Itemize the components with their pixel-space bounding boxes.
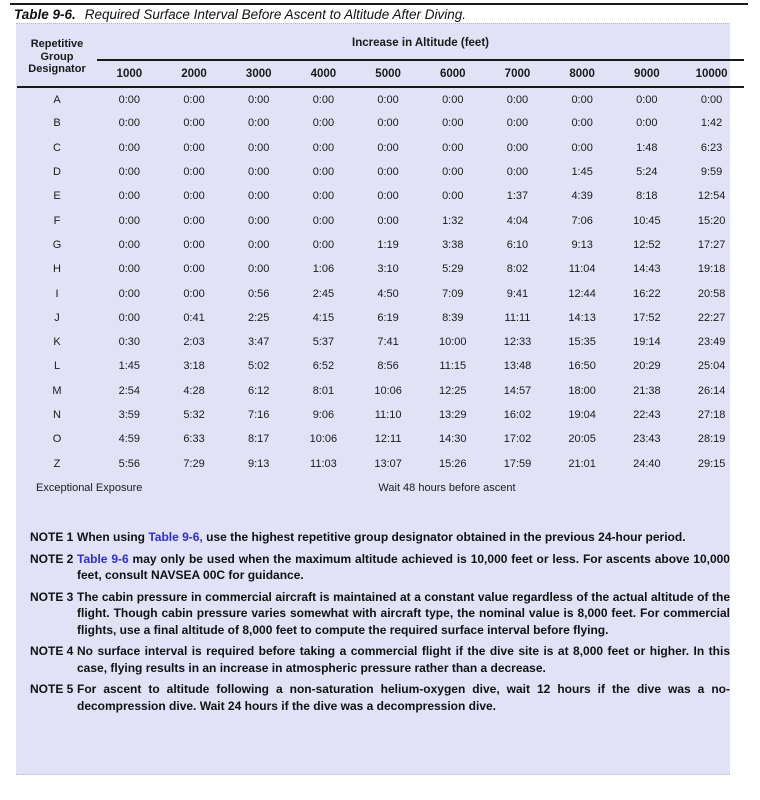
repetitive-group-header (17, 28, 97, 87)
surface-interval-cell: 16:02 (503, 409, 532, 421)
surface-interval-cell: 14:13 (568, 311, 596, 324)
table-title (14, 7, 466, 22)
surface-interval-cell: 17:59 (503, 457, 532, 470)
surface-interval-cell: 17:52 (633, 311, 661, 324)
surface-interval-cell: 21:01 (568, 457, 596, 470)
altitude-column-header-1000: 1000 (97, 60, 162, 87)
surface-interval-cell: 21:38 (633, 384, 661, 397)
surface-interval-cell: 0:00 (118, 214, 141, 227)
note-body (77, 529, 730, 546)
table-row-F (17, 208, 744, 232)
surface-interval-cell: 0:00 (636, 93, 658, 106)
table-row-N (17, 403, 744, 427)
notes-section (30, 529, 730, 719)
surface-interval-cell: 4:50 (377, 287, 399, 300)
surface-interval-cell: 0:00 (636, 117, 658, 130)
table-row-E (17, 184, 744, 208)
surface-interval-cell: 9:41 (506, 287, 529, 300)
note-body (77, 551, 730, 584)
surface-interval-cell: 5:32 (183, 409, 205, 421)
group-designator-cell: H (53, 263, 61, 276)
corner-header-line: Designator (28, 63, 86, 76)
table-row-H (17, 257, 744, 281)
note-item (30, 551, 730, 584)
surface-interval-cell: 0:00 (377, 93, 399, 106)
surface-interval-cell: 10:00 (439, 336, 467, 349)
surface-interval-cell: 11:11 (504, 311, 531, 324)
table-body (17, 87, 744, 476)
table-row-I (17, 281, 744, 305)
top-rule (10, 3, 748, 5)
surface-interval-cell: 15:35 (568, 336, 596, 349)
surface-interval-cell: 0:00 (312, 117, 335, 130)
group-designator-cell: L (53, 360, 61, 373)
surface-interval-cell: 0:00 (248, 238, 270, 251)
altitude-column-header-4000: 4000 (291, 60, 356, 87)
surface-interval-cell: 5:29 (442, 263, 464, 276)
surface-interval-cell: 0:00 (118, 311, 141, 324)
table-row-O (17, 427, 744, 451)
surface-interval-cell: 2:03 (183, 336, 205, 349)
surface-interval-cell: 0:00 (442, 166, 464, 179)
note-item (30, 643, 730, 676)
surface-interval-cell: 1:06 (312, 263, 335, 276)
surface-interval-cell: 2:54 (118, 384, 141, 397)
exceptional-exposure-instruction: Wait 48 hours before ascent (378, 482, 516, 494)
surface-interval-cell: 0:00 (183, 214, 205, 227)
surface-interval-cell: 0:41 (183, 311, 205, 324)
surface-interval-cell: 8:39 (442, 311, 464, 324)
note-text: The cabin pressure in commercial aircraft is maintained at a constant value regardless of the actual altitude of the flight. Though cabin pressure varies somewhat with aircraft type, the nominal value is 8,000 feet. For commercial flights, use a final altitude of 8,000 feet to compute the required surface interval before flying. (77, 589, 730, 637)
surface-interval-cell: 0:00 (118, 287, 141, 300)
table-row-L (17, 354, 744, 378)
table-row-A (17, 87, 744, 111)
surface-interval-cell: 12:44 (568, 287, 596, 300)
surface-interval-cell: 9:06 (312, 409, 335, 421)
group-designator-cell: K (53, 336, 61, 349)
surface-interval-cell: 0:00 (442, 141, 464, 154)
surface-interval-cell: 6:19 (377, 311, 399, 324)
surface-interval-cell: 0:00 (377, 117, 399, 130)
altitude-column-header-6000: 6000 (420, 60, 485, 87)
table-row-J (17, 306, 744, 330)
table-row-G (17, 233, 744, 257)
altitude-column-header-3000: 3000 (226, 60, 291, 87)
surface-interval-cell: 0:00 (506, 117, 529, 130)
table-row-M (17, 379, 744, 403)
surface-interval-cell: 0:00 (248, 117, 270, 130)
surface-interval-cell: 0:00 (183, 263, 205, 276)
surface-interval-cell: 0:00 (506, 141, 529, 154)
corner-header-line: Repetitive (30, 38, 84, 51)
surface-interval-cell: 0:00 (118, 117, 141, 130)
group-designator-cell: Z (53, 457, 61, 470)
surface-interval-cell: 12:52 (633, 238, 661, 251)
surface-interval-cell: 15:20 (697, 214, 726, 227)
table-row-K (17, 330, 744, 354)
surface-interval-cell: 0:00 (377, 141, 399, 154)
surface-interval-cell: 13:07 (374, 457, 402, 470)
surface-interval-cell: 11:04 (568, 263, 596, 276)
group-designator-cell: N (53, 409, 61, 421)
group-designator-cell: B (53, 117, 61, 130)
altitude-spanner-header: Increase in Altitude (feet) (97, 28, 744, 60)
group-designator-cell: D (53, 166, 61, 179)
group-designator-cell: J (54, 311, 60, 324)
surface-interval-cell: 14:43 (633, 263, 661, 276)
surface-interval-cell: 11:03 (310, 457, 337, 470)
surface-interval-cell: 0:00 (118, 141, 141, 154)
surface-interval-cell: 23:49 (697, 336, 726, 349)
surface-interval-cell: 14:57 (503, 384, 532, 397)
surface-interval-cell: 0:00 (248, 93, 270, 106)
surface-interval-cell: 12:11 (374, 433, 402, 446)
surface-interval-cell: 0:00 (571, 117, 593, 130)
surface-interval-cell: 0:00 (506, 166, 529, 179)
surface-interval-cell: 0:00 (118, 190, 141, 203)
altitude-column-header-9000: 9000 (615, 60, 680, 87)
note-item (30, 589, 730, 639)
table-header (17, 28, 744, 87)
surface-interval-cell: 28:19 (697, 433, 726, 446)
spanner-row (17, 28, 744, 60)
altitude-column-header-7000: 7000 (485, 60, 550, 87)
surface-interval-cell: 9:59 (700, 166, 723, 179)
table-row-B (17, 111, 744, 135)
surface-interval-cell: 0:00 (312, 141, 335, 154)
surface-interval-cell: 7:41 (377, 336, 399, 349)
table-row-C (17, 136, 744, 160)
note-item (30, 529, 730, 546)
surface-interval-cell: 6:12 (248, 384, 270, 397)
surface-interval-cell: 20:29 (633, 360, 661, 373)
surface-interval-cell: 22:43 (633, 409, 661, 421)
surface-interval-cell: 0:30 (118, 336, 141, 349)
surface-interval-cell: 1:32 (442, 214, 464, 227)
altitude-column-header-2000: 2000 (162, 60, 227, 87)
surface-interval-cell: 0:00 (506, 93, 529, 106)
note-label: NOTE 4 (30, 644, 74, 658)
surface-interval-cell: 1:19 (377, 238, 399, 251)
note-body (77, 681, 730, 714)
surface-interval-cell: 6:33 (183, 433, 205, 446)
surface-interval-cell: 22:27 (697, 311, 726, 324)
surface-interval-cell: 0:00 (183, 190, 205, 203)
note-text: No surface interval is required before taking a commercial flight if the dive site is at 8,000 feet or higher. In this case, flying results in an increase in atmospheric pressure rather than a decrease. (77, 644, 730, 675)
note-label: NOTE 5 (30, 682, 74, 696)
surface-interval-cell: 0:00 (442, 190, 464, 203)
surface-interval-cell: 13:48 (503, 360, 532, 373)
surface-interval-cell: 27:18 (697, 409, 726, 421)
surface-interval-cell: 7:16 (248, 409, 270, 421)
note-text: When using (77, 530, 149, 544)
surface-interval-cell: 9:13 (571, 238, 593, 251)
altitude-column-header-5000: 5000 (356, 60, 421, 87)
surface-interval-cell: 20:05 (568, 433, 596, 446)
group-designator-cell: A (53, 93, 61, 106)
surface-interval-cell: 4:04 (506, 214, 529, 227)
surface-interval-cell: 0:00 (312, 93, 335, 106)
surface-interval-cell: 0:00 (183, 287, 205, 300)
surface-interval-cell: 4:28 (183, 384, 205, 397)
surface-interval-cell: 10:06 (309, 433, 338, 446)
surface-interval-cell: 6:23 (700, 141, 723, 154)
table-caption: Required Surface Interval Before Ascent to Altitude After Diving. (84, 7, 466, 22)
surface-interval-cell: 12:25 (439, 384, 467, 397)
group-designator-cell: G (52, 238, 62, 251)
exceptional-exposure-row (17, 476, 744, 503)
surface-interval-cell: 3:10 (377, 263, 399, 276)
table-row-D (17, 160, 744, 184)
surface-interval-cell: 0:00 (312, 214, 335, 227)
surface-interval-cell: 9:13 (248, 457, 270, 470)
surface-interval-cell: 2:45 (312, 287, 335, 300)
surface-interval-cell: 0:00 (571, 93, 593, 106)
surface-interval-cell: 24:40 (633, 457, 661, 470)
surface-interval-cell: 0:00 (248, 190, 270, 203)
surface-interval-cell: 20:58 (697, 287, 726, 300)
surface-interval-cell: 3:18 (183, 360, 205, 373)
surface-interval-cell: 0:00 (442, 117, 464, 130)
surface-interval-cell: 13:29 (439, 409, 467, 421)
group-designator-cell: E (53, 190, 61, 203)
surface-interval-cell: 0:00 (248, 166, 270, 179)
surface-interval-cell: 0:00 (183, 141, 205, 154)
surface-interval-cell: 6:10 (506, 238, 529, 251)
group-designator-cell: F (53, 214, 61, 227)
surface-interval-cell: 16:50 (568, 360, 596, 373)
altitude-column-header-10000: 10000 (679, 60, 744, 87)
surface-interval-cell: 0:00 (183, 117, 205, 130)
surface-interval-cell: 4:39 (571, 190, 593, 203)
surface-interval-cell: 19:18 (697, 263, 726, 276)
note-body (77, 643, 730, 676)
surface-interval-cell: 8:56 (377, 360, 399, 373)
surface-interval-cell: 5:37 (312, 336, 335, 349)
surface-interval-cell: 5:56 (118, 457, 141, 470)
exceptional-exposure-label: Exceptional Exposure (36, 482, 143, 494)
surface-interval-cell: 11:15 (439, 360, 467, 373)
surface-interval-cell: 3:59 (118, 409, 141, 421)
surface-interval-cell: 4:59 (118, 433, 141, 446)
surface-interval-cell: 29:15 (697, 457, 726, 470)
note-text: may only be used when the maximum altitude achieved is 10,000 feet or less. For ascents above 10,000 feet, consult NAVSEA 00C for guidance. (77, 551, 730, 582)
surface-interval-cell: 1:45 (571, 166, 593, 179)
surface-interval-cell: 0:00 (571, 141, 593, 154)
surface-interval-cell: 10:45 (633, 214, 661, 227)
surface-interval-cell: 0:00 (248, 214, 270, 227)
note-body (77, 589, 730, 639)
surface-interval-cell: 16:22 (633, 287, 661, 300)
group-designator-cell: O (52, 433, 62, 446)
surface-interval-cell: 0:00 (312, 190, 335, 203)
surface-interval-cell: 11:10 (374, 409, 402, 421)
surface-interval-cell: 8:02 (506, 263, 529, 276)
table-9-6-link[interactable]: Table 9-6 (77, 551, 129, 566)
note-label: NOTE 3 (30, 589, 74, 604)
surface-interval-table (17, 28, 744, 476)
group-designator-cell: C (53, 141, 61, 154)
surface-interval-cell: 0:00 (183, 238, 205, 251)
note-label: NOTE 1 (30, 530, 74, 544)
surface-interval-cell: 0:00 (312, 238, 335, 251)
surface-interval-cell: 8:18 (636, 190, 658, 203)
surface-interval-cell: 0:00 (183, 93, 205, 106)
table-9-6-link[interactable]: Table 9-6, (148, 530, 203, 544)
surface-interval-cell: 1:37 (506, 190, 529, 203)
surface-interval-cell: 0:00 (248, 141, 270, 154)
surface-interval-cell: 6:52 (312, 360, 335, 373)
note-label: NOTE 2 (30, 551, 74, 566)
surface-interval-cell: 0:00 (183, 166, 205, 179)
surface-interval-cell: 17:27 (697, 238, 726, 251)
surface-interval-cell: 0:00 (312, 166, 335, 179)
surface-interval-cell: 0:00 (442, 93, 464, 106)
surface-interval-cell: 0:00 (377, 166, 399, 179)
surface-interval-cell: 12:33 (503, 336, 532, 349)
surface-interval-cell: 12:54 (697, 190, 726, 203)
note-text: For ascent to altitude following a non-saturation helium-oxygen dive, wait 12 hours if the dive was a no-decompression dive. Wait 24 hours if the dive was a decompression dive. (77, 682, 730, 713)
surface-interval-cell: 5:24 (636, 166, 658, 179)
surface-interval-cell: 19:14 (633, 336, 661, 349)
surface-interval-cell: 0:00 (118, 166, 141, 179)
surface-interval-cell: 1:48 (636, 141, 658, 154)
group-designator-cell: I (55, 287, 59, 300)
table-highlight-region (16, 23, 730, 775)
surface-interval-cell: 10:06 (374, 384, 402, 397)
surface-interval-cell: 8:17 (248, 433, 270, 446)
surface-interval-cell: 1:45 (118, 360, 141, 373)
surface-interval-cell: 3:38 (442, 238, 464, 251)
surface-interval-cell: 25:04 (697, 360, 726, 373)
corner-header-line: Group (40, 50, 74, 63)
surface-interval-cell: 26:14 (697, 384, 726, 397)
surface-interval-cell: 23:43 (633, 433, 661, 446)
surface-interval-cell: 0:00 (118, 263, 141, 276)
surface-interval-cell: 15:26 (439, 457, 467, 470)
surface-interval-cell: 5:02 (248, 360, 270, 373)
surface-interval-cell: 0:00 (700, 93, 723, 106)
surface-interval-cell: 17:02 (503, 433, 532, 446)
surface-interval-cell: 3:47 (248, 336, 270, 349)
note-text: use the highest repetitive group designator obtained in the previous 24-hour period. (202, 530, 686, 544)
table-row-Z (17, 451, 744, 475)
surface-interval-cell: 0:00 (377, 214, 399, 227)
surface-interval-cell: 8:01 (312, 384, 335, 397)
surface-interval-cell: 0:00 (118, 238, 141, 251)
surface-interval-cell: 0:00 (118, 93, 141, 106)
note-item (30, 681, 730, 714)
surface-interval-cell: 4:15 (312, 311, 335, 324)
surface-interval-cell: 0:56 (248, 287, 270, 300)
surface-interval-cell: 7:29 (183, 457, 205, 470)
surface-interval-cell: 14:30 (439, 433, 467, 446)
surface-interval-cell: 19:04 (568, 409, 596, 421)
altitude-column-header-8000: 8000 (550, 60, 615, 87)
surface-interval-cell: 0:00 (248, 263, 270, 276)
surface-interval-cell: 2:25 (248, 311, 270, 324)
group-designator-cell: M (52, 384, 62, 397)
surface-interval-cell: 18:00 (568, 384, 596, 397)
surface-interval-cell: 7:09 (442, 287, 464, 300)
altitude-columns-row (17, 60, 744, 87)
table-number: Table 9-6. (14, 7, 76, 22)
surface-interval-cell: 0:00 (377, 190, 399, 203)
surface-interval-cell: 7:06 (571, 214, 593, 227)
surface-interval-cell: 1:42 (700, 117, 723, 130)
